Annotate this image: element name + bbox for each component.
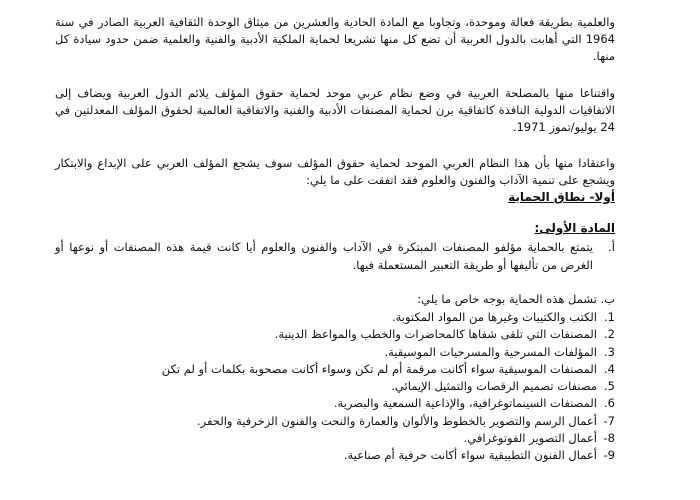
item-number: 9- — [603, 448, 615, 463]
item-number: 4. — [604, 361, 615, 376]
list-item — [55, 430, 615, 447]
list-item — [55, 378, 615, 395]
list-item — [55, 344, 615, 361]
item-text: أعمال الرسم والتصوير بالخطوط والألوان والعمارة والنحت والفنون الزخرفية والحفر. — [196, 413, 597, 428]
preamble-paragraph: واقتناعا منها بالمصلحة العربية في وضع نظام عربي موحد لحماية حقوق المؤلف يلائم الدول العربية ويضاف إلى الاتفاقيات الدولية النافذة كاتفاقية برن لحماية المصنفات الأدبية والفنية والاتفاقية العالمية لحقوق المؤلف المعدلتين في 24 يوليو/تموز 1971. — [55, 85, 615, 134]
list-item — [55, 326, 615, 343]
item-text: المصنفات الموسيقية سواء أكانت مرقمة أم لم تكن وسواء أكانت مصحوبة بكلمات أو لم تكن — [161, 361, 597, 376]
clause-a-text: يتمتع بالحماية مؤلفو المصنفات المبتكرة في الآداب والفنون والعلوم أيا كانت قيمة هذه المصنفات أو نوعها أو الغرض من تأليفها أو طريقة التعبير المستعملة فيها. — [55, 240, 593, 272]
item-text: أعمال الفنون التطبيقية سواء أكانت حرفية أم صناعية. — [343, 448, 597, 463]
clause-a — [55, 238, 615, 274]
item-text: المؤلفات المسرحية والمسرحيات الموسيقية. — [384, 344, 597, 359]
clause-b-intro: ب. تشمل هذه الحماية بوجه خاص ما يلي: — [417, 292, 615, 306]
item-text: الكتب والكتيبات وغيرها من المواد المكتوبة. — [391, 310, 597, 324]
list-item — [55, 447, 615, 464]
list-item — [55, 361, 615, 378]
item-number: 5. — [604, 379, 615, 394]
preamble-paragraph: واعتقادا منها بأن هذا النظام العربي الموحد لحماية حقوق المؤلف سوف يشجع المؤلف العربي على الإبداع والابتكار ويشجع على تنمية الآداب والفنون والعلوم فقد اتفقت على ما يلي: — [55, 155, 615, 187]
protected-works-list — [55, 309, 615, 465]
article-title: المادة الأولى: — [534, 221, 615, 235]
section-heading: أولا- نطاق الحماية — [508, 190, 615, 204]
preamble-paragraph: والعلمية بطريقة فعالة وموحدة، وتجاوبا مع المادة الحادية والعشرين من ميثاق الوحدة الثقافية العربية الصادر في سنة 1964 التي أهابت بالدول العربية أن تضع كل منها تشريعا لحماية الملكية الأدبية والفنية والعلمية ضمن حدود سيادة كل منها. — [55, 14, 615, 63]
item-number: 7- — [603, 413, 615, 428]
list-item — [55, 413, 615, 430]
item-text: مصنفات تصميم الرقصات والتمثيل الإيمائي. — [391, 379, 597, 394]
item-number: 3. — [604, 344, 615, 359]
item-text: أعمال التصوير الفوتوغرافي. — [463, 431, 597, 446]
item-number: 8- — [603, 431, 615, 446]
list-item — [55, 395, 615, 412]
item-text: المصنفات السينماتوغرافية، والإذاعية السمعية والبصرية. — [333, 396, 597, 411]
list-item — [55, 309, 615, 326]
item-number: 6. — [604, 396, 615, 411]
item-number: 1. — [604, 310, 615, 324]
item-text: المصنفات التي تلقى شفاها كالمحاضرات والخطب والمواعظ الدينية. — [274, 327, 597, 342]
clause-a-marker: أ. — [608, 240, 615, 254]
item-number: 2. — [604, 327, 615, 342]
